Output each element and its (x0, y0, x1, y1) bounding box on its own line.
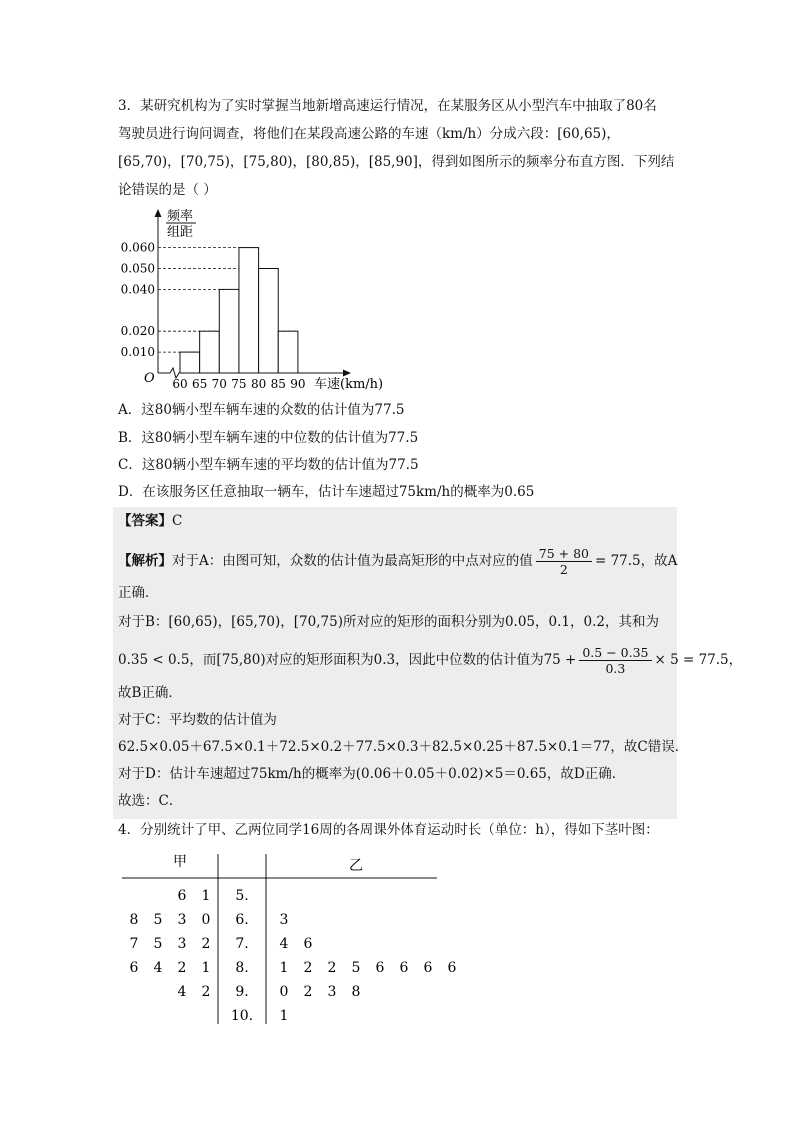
answer-label: 【答案】 (118, 513, 172, 529)
y-tick-label: 0.010 (120, 345, 155, 360)
answer-line (118, 511, 182, 531)
left-leaf: 3 (177, 912, 187, 928)
stem-value: 5. (235, 888, 249, 904)
analysis-c-line2: 62.5×0.05＋67.5×0.1＋72.5×0.2＋77.5×0.3＋82.5×0.25＋87.5×0.1＝77，故C错误． (118, 739, 689, 755)
x-tick-label: 70 (211, 377, 227, 391)
analysis-b-line1: 对于B：[60,65)，[65,70)，[70,75)所对应的矩形的面积分别为0.05，0.1，0.2，其和为 (118, 614, 659, 630)
left-leaf: 5 (153, 936, 163, 952)
stem-leaf-plot (118, 848, 457, 1028)
left-leaf: 7 (129, 936, 139, 952)
fraction-b-num: 0.5 − 0.35 (579, 645, 651, 661)
x-tick-label: 75 (231, 377, 247, 391)
analysis-b-post: × 5 = 77.5， (654, 652, 743, 668)
right-leaf: 6 (399, 960, 409, 976)
right-leaf: 6 (447, 960, 457, 976)
right-leaf: 6 (303, 936, 313, 952)
fraction-b-den: 0.3 (605, 661, 626, 676)
y-axis-arrow (155, 209, 162, 217)
left-leaf: 2 (201, 936, 211, 952)
right-leaf: 2 (327, 960, 337, 976)
answer-value: C (172, 513, 183, 529)
fraction-a-den: 2 (559, 562, 568, 577)
q3-line-2: 驾驶员进行询问调查，将他们在某段高速公路的车速（km/h）分成六段：[60,65)， (118, 126, 620, 142)
x-tick-label: 85 (270, 377, 286, 391)
y-label-top: 频率 (166, 209, 194, 224)
x-axis-arrow (343, 370, 351, 377)
right-leaf: 2 (303, 960, 313, 976)
stem-leaf-header-left: 甲 (173, 854, 187, 870)
stem-value: 10. (230, 1008, 254, 1024)
right-leaf: 3 (279, 912, 289, 928)
right-leaf: 8 (351, 984, 361, 1000)
right-leaf: 0 (279, 984, 289, 1000)
histogram-bar (219, 289, 239, 373)
option-c: C．这80辆小型车辆车速的平均数的估计值为77.5 (118, 457, 419, 473)
q4-line: 4．分别统计了甲、乙两位同学16周的各周课外体育运动时长（单位：h），得如下茎叶图： (118, 822, 659, 838)
left-leaf: 6 (129, 960, 139, 976)
right-leaf: 1 (279, 1008, 289, 1024)
left-leaf: 1 (201, 960, 211, 976)
y-tick-label: 0.050 (120, 261, 155, 276)
x-tick-label: 90 (290, 377, 306, 391)
right-leaf: 5 (351, 960, 361, 976)
histogram-bar (259, 269, 279, 374)
left-leaf: 3 (177, 936, 187, 952)
x-tick-label: 60 (172, 377, 188, 391)
x-tick-label: 65 (192, 377, 208, 391)
stem-value: 6. (235, 912, 249, 928)
right-leaf: 4 (279, 936, 289, 952)
analysis-a-text: 对于A：由图可知，众数的估计值为最高矩形的中点对应的值 (172, 553, 533, 569)
option-d: D．在该服务区任意抽取一辆车，估计车速超过75km/h的概率为0.65 (118, 484, 535, 500)
fraction-a-num: 75 + 80 (536, 546, 592, 562)
left-leaf: 8 (129, 912, 139, 928)
right-leaf: 1 (279, 960, 289, 976)
q3-line-1: 3．某研究机构为了实时掌握当地新增高速运行情况，在某服务区从小型汽车中抽取了80名 (118, 98, 657, 114)
stem-value: 8. (235, 960, 249, 976)
left-leaf: 2 (201, 984, 211, 1000)
analysis-choose: 故选：C． (118, 793, 183, 809)
analysis-b-line3: 故B正确． (118, 685, 182, 701)
stem-value: 7. (235, 936, 249, 952)
stem-leaf-header-right: 乙 (349, 858, 363, 874)
stem-value: 9. (235, 984, 249, 1000)
frequency-histogram (110, 206, 410, 396)
left-leaf: 1 (201, 888, 211, 904)
right-leaf: 6 (423, 960, 433, 976)
left-leaf: 2 (177, 960, 187, 976)
analysis-label: 【解析】 (118, 553, 172, 569)
fraction-b (579, 645, 651, 676)
right-leaf: 2 (303, 984, 313, 1000)
right-leaf: 3 (327, 984, 337, 1000)
analysis-a-line2: 正确． (118, 585, 159, 601)
analysis-d-line: 对于D：估计车速超过75km/h的概率为(0.06＋0.05＋0.02)×5＝0.65，故D正确． (118, 766, 626, 782)
origin-label: O (144, 371, 155, 386)
option-b: B．这80辆小型车辆车速的中位数的估计值为77.5 (118, 430, 419, 446)
left-leaf: 5 (153, 912, 163, 928)
y-tick-label: 0.020 (120, 324, 155, 339)
y-tick-label: 0.040 (120, 282, 155, 297)
analysis-a-post: = 77.5，故A (594, 553, 678, 569)
analysis-b-pre: 0.35 < 0.5，而[75,80)对应的矩形面积为0.3，因此中位数的估计值为75 + (118, 652, 577, 668)
analysis-c-line1: 对于C：平均数的估计值为 (118, 712, 277, 728)
x-axis-label: 车速(km/h) (314, 377, 384, 392)
q3-line-3: [65,70)，[70,75)，[75,80)，[80,85)，[85,90]，得到如图所示的频率分布直方图．下列结 (118, 154, 675, 170)
histogram-bar (239, 248, 259, 373)
left-leaf: 4 (153, 960, 163, 976)
left-leaf: 0 (201, 912, 211, 928)
x-tick-label: 80 (250, 377, 267, 391)
q3-line-4: 论错误的是（ ） (118, 182, 217, 198)
histogram-bar (278, 331, 298, 373)
option-a: A．这80辆小型车辆车速的众数的估计值为77.5 (118, 402, 405, 418)
y-label-bottom: 组距 (166, 225, 194, 240)
right-leaf: 6 (375, 960, 385, 976)
analysis-b-line2 (118, 645, 742, 676)
left-leaf: 6 (177, 888, 187, 904)
fraction-a (536, 546, 592, 577)
left-leaf: 4 (177, 984, 187, 1000)
analysis-a-line (118, 546, 677, 577)
y-tick-label: 0.060 (120, 240, 155, 255)
histogram-bar (180, 352, 200, 373)
histogram-bar (200, 331, 220, 373)
